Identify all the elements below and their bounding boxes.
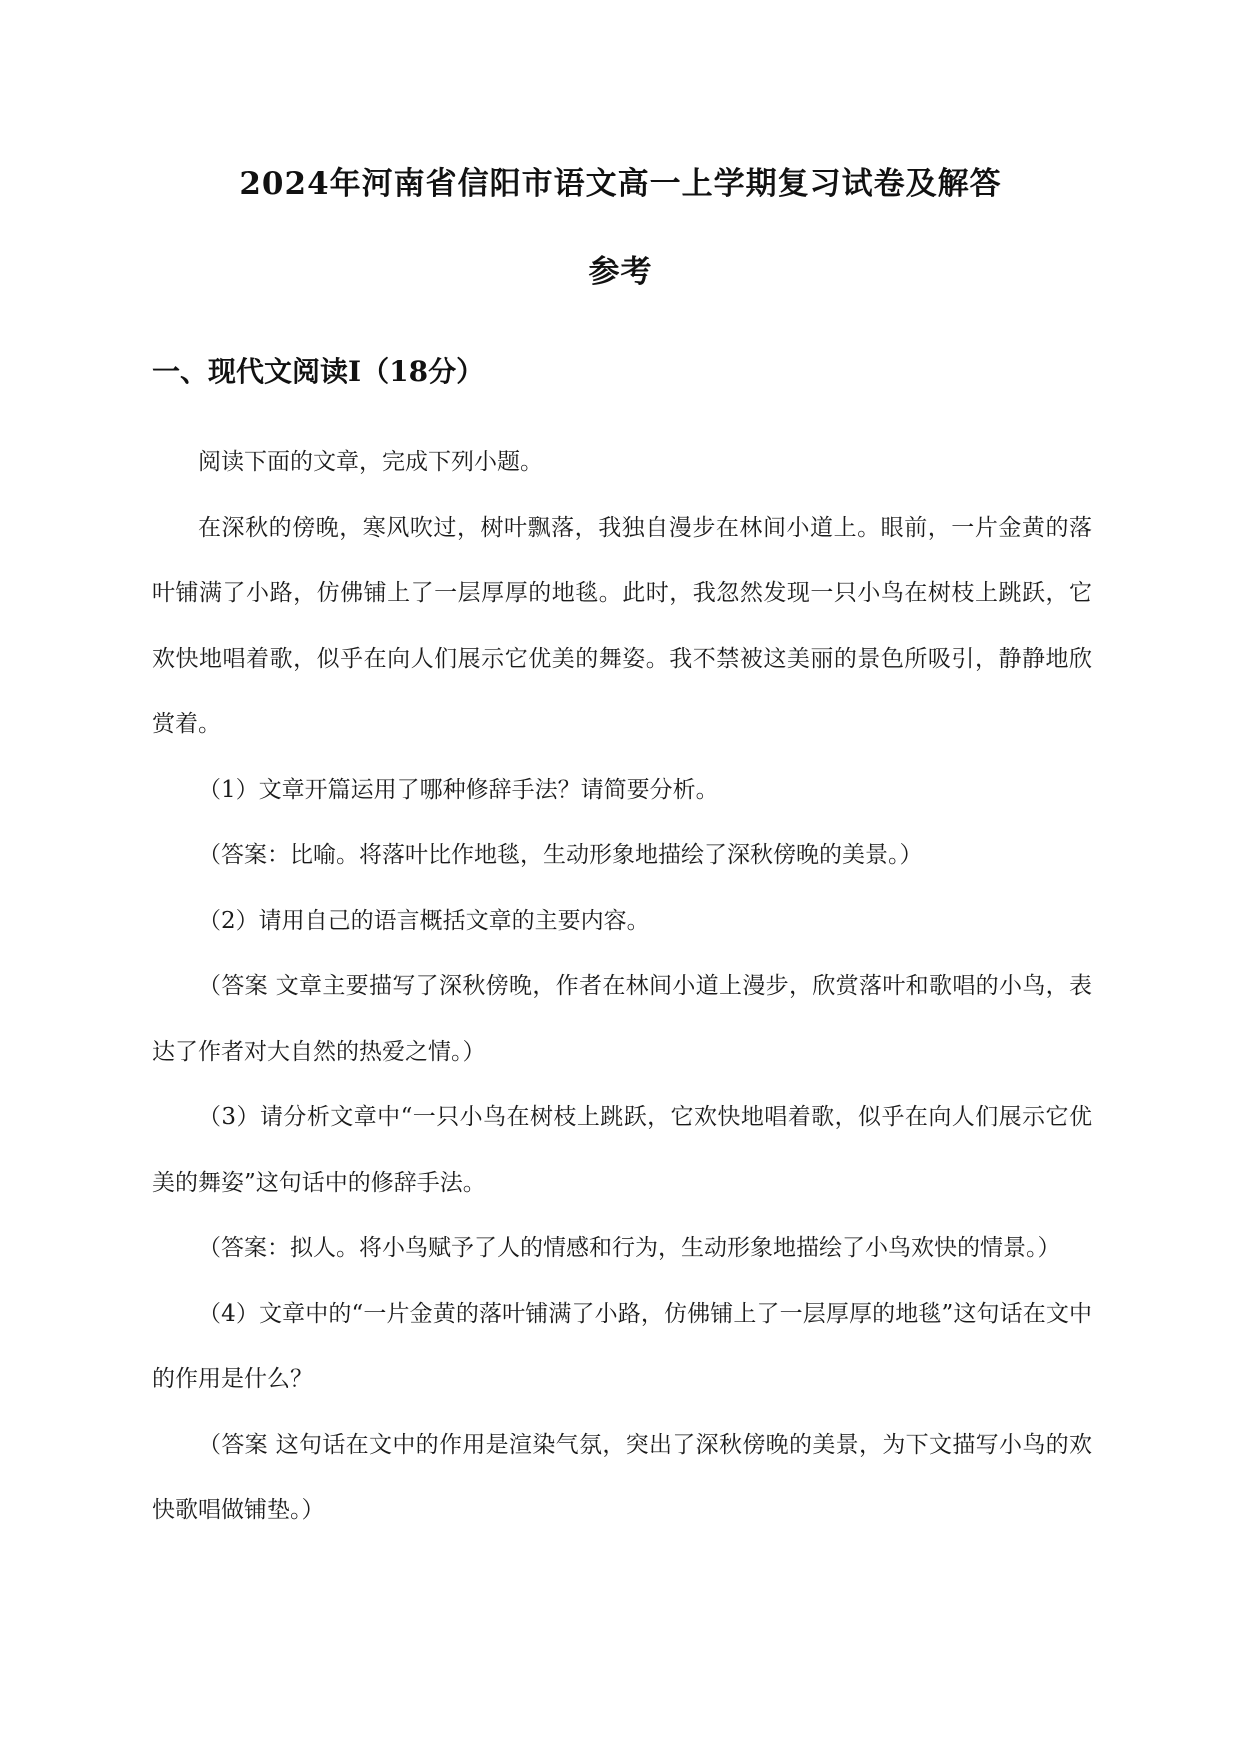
section-heading: 一、现代文阅读Ⅰ（18分） [152, 355, 485, 388]
answer-2: （答案 文章主要描写了深秋傍晚，作者在林间小道上漫步，欣赏落叶和歌唱的小鸟，表达了作者对大自然的热爱之情。） [152, 973, 1092, 1065]
instruction-paragraph: 阅读下面的文章，完成下列小题。 [198, 449, 543, 475]
question-4: （4）文章中的“一片金黄的落叶铺满了小路，仿佛铺上了一层厚厚的地毯”这句话在文中的作用是什么？ [152, 1300, 1092, 1392]
answer-4: （答案 这句话在文中的作用是渲染气氛，突出了深秋傍晚的美景，为下文描写小鸟的欢快歌唱做铺垫。） [152, 1431, 1092, 1523]
document-body [152, 430, 1092, 1544]
question-2: （2）请用自己的语言概括文章的主要内容。 [198, 907, 650, 934]
question-1: （1）文章开篇运用了哪种修辞手法？请简要分析。 [198, 776, 719, 803]
document-title-continuation: 参考 [588, 254, 653, 290]
answer-3: （答案：拟人。将小鸟赋予了人的情感和行为，生动形象地描绘了小鸟欢快的情景。） [198, 1235, 1061, 1261]
document-title: 2024年河南省信阳市语文高一上学期复习试卷及解答 [239, 166, 1002, 202]
passage-paragraph: 在深秋的傍晚，寒风吹过，树叶飘落，我独自漫步在林间小道上。眼前，一片金黄的落叶铺满了小路，仿佛铺上了一层厚厚的地毯。此时，我忽然发现一只小鸟在树枝上跳跃，它欢快地唱着歌，似乎在向人们展示它优美的舞姿。我不禁被这美丽的景色所吸引，静静地欣赏着。 [152, 514, 1092, 737]
question-3: （3）请分析文章中“一只小鸟在树枝上跳跃，它欢快地唱着歌，似乎在向人们展示它优美的舞姿”这句话中的修辞手法。 [152, 1104, 1092, 1196]
answer-1: （答案：比喻。将落叶比作地毯，生动形象地描绘了深秋傍晚的美景。） [198, 842, 923, 868]
